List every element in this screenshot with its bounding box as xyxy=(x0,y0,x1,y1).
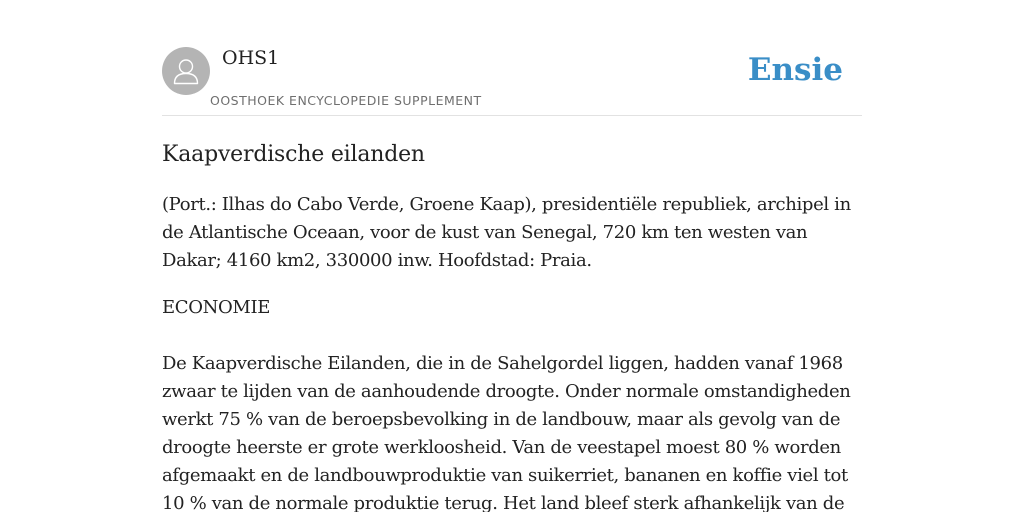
article xyxy=(162,139,862,512)
section-heading: ECONOMIE xyxy=(162,297,271,318)
article-title: Kaapverdische eilanden xyxy=(162,142,425,167)
user-icon xyxy=(162,47,210,95)
author-link[interactable]: OHS1 xyxy=(222,47,280,69)
collection-link[interactable]: OOSTHOEK ENCYCLOPEDIE SUPPLEMENT xyxy=(210,93,482,108)
section-text: De Kaapverdische Eilanden, die in de Sahelgordel liggen, hadden vanaf 1968 zwaar te lijden van de aanhoudende droogte. Onder normale omstandigheden werkt 75 % van de beroepsbevolking in de landbouw, maar als gevolg van de droogte heerste er grote werkloosheid. Van de veestapel moest 80 % worden afgemaakt en de landbouwproduktie van suikerriet, bananen en koffie viel tot 10 % van de normale produktie terug. Het land bleef sterk afhankelijk van de xyxy=(162,353,851,512)
avatar[interactable] xyxy=(162,47,210,95)
brand-logo[interactable]: Ensie xyxy=(747,52,843,88)
header xyxy=(162,0,862,116)
article-intro: (Port.: Ilhas do Cabo Verde, Groene Kaap), presidentiële republiek, archipel in de Atlantische Oceaan, voor de kust van Senegal, 720 km ten westen van Dakar; 4160 km2, 330000 inw. Hoofdstad: Praia. xyxy=(162,194,851,271)
